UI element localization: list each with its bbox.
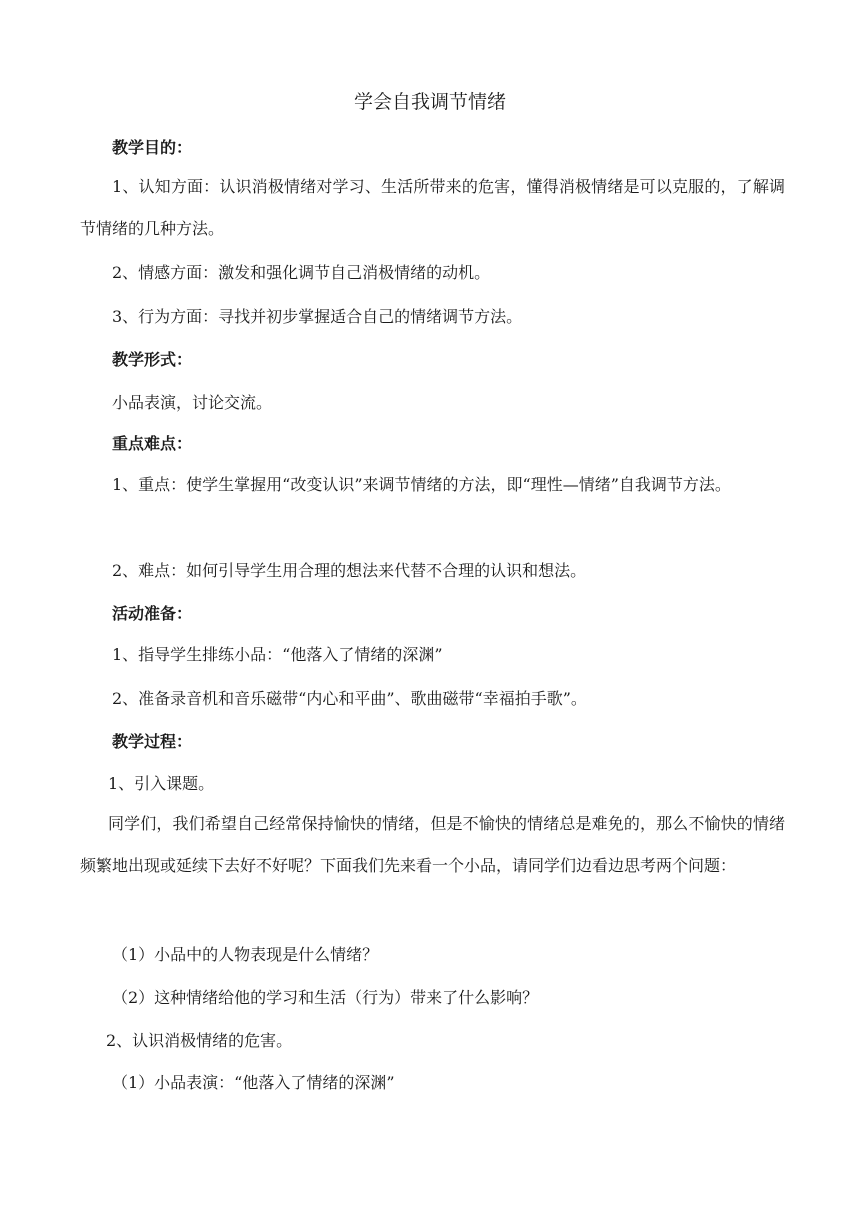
objective-item-3: 3、行为方面：寻找并初步掌握适合自己的情绪调节方法。	[112, 307, 523, 326]
preparation-item-2: 2、准备录音机和音乐磁带“内心和平曲”、歌曲磁带“幸福拍手歌”。	[112, 689, 587, 708]
preparation-item-1: 1、指导学生排练小品：“他落入了情绪的深渊”	[112, 645, 443, 664]
preparation-heading: 活动准备：	[112, 604, 193, 623]
form-text: 小品表演，讨论交流。	[112, 393, 273, 412]
key-point-item-1: 1、重点：使学生掌握用“改变认识”来调节情绪的方法，即“理性—情绪”自我调节方法。	[112, 475, 731, 494]
process-step-2-1: （1）小品表演：“他落入了情绪的深渊”	[112, 1073, 395, 1092]
key-points-heading: 重点难点：	[112, 434, 193, 453]
document-title: 学会自我调节情绪	[353, 91, 506, 113]
process-intro: 同学们，我们希望自己经常保持愉快的情绪，但是不愉快的情绪总是难免的，那么不愉快的情绪频繁地出现或延续下去好不好呢？下面我们先来看一个小品，请同学们边看边思考两个问题：	[80, 814, 785, 875]
form-heading: 教学形式：	[112, 350, 193, 369]
objective-item-1: 1、认知方面：认识消极情绪对学习、生活所带来的危害，懂得消极情绪是可以克服的，了解调节情绪的几种方法。	[80, 177, 785, 238]
process-step-2: 2、认识消极情绪的危害。	[106, 1031, 293, 1050]
key-point-item-2: 2、难点：如何引导学生用合理的想法来代替不合理的认识和想法。	[112, 561, 587, 580]
objective-item-2: 2、情感方面：激发和强化调节自己消极情绪的动机。	[112, 263, 491, 282]
process-heading: 教学过程：	[112, 732, 193, 751]
question-1: （1）小品中的人物表现是什么情绪？	[112, 945, 379, 964]
process-step-1: 1、引入课题。	[108, 774, 215, 793]
question-2: （2）这种情绪给他的学习和生活（行为）带来了什么影响？	[112, 988, 539, 1007]
objectives-heading: 教学目的：	[112, 138, 193, 157]
